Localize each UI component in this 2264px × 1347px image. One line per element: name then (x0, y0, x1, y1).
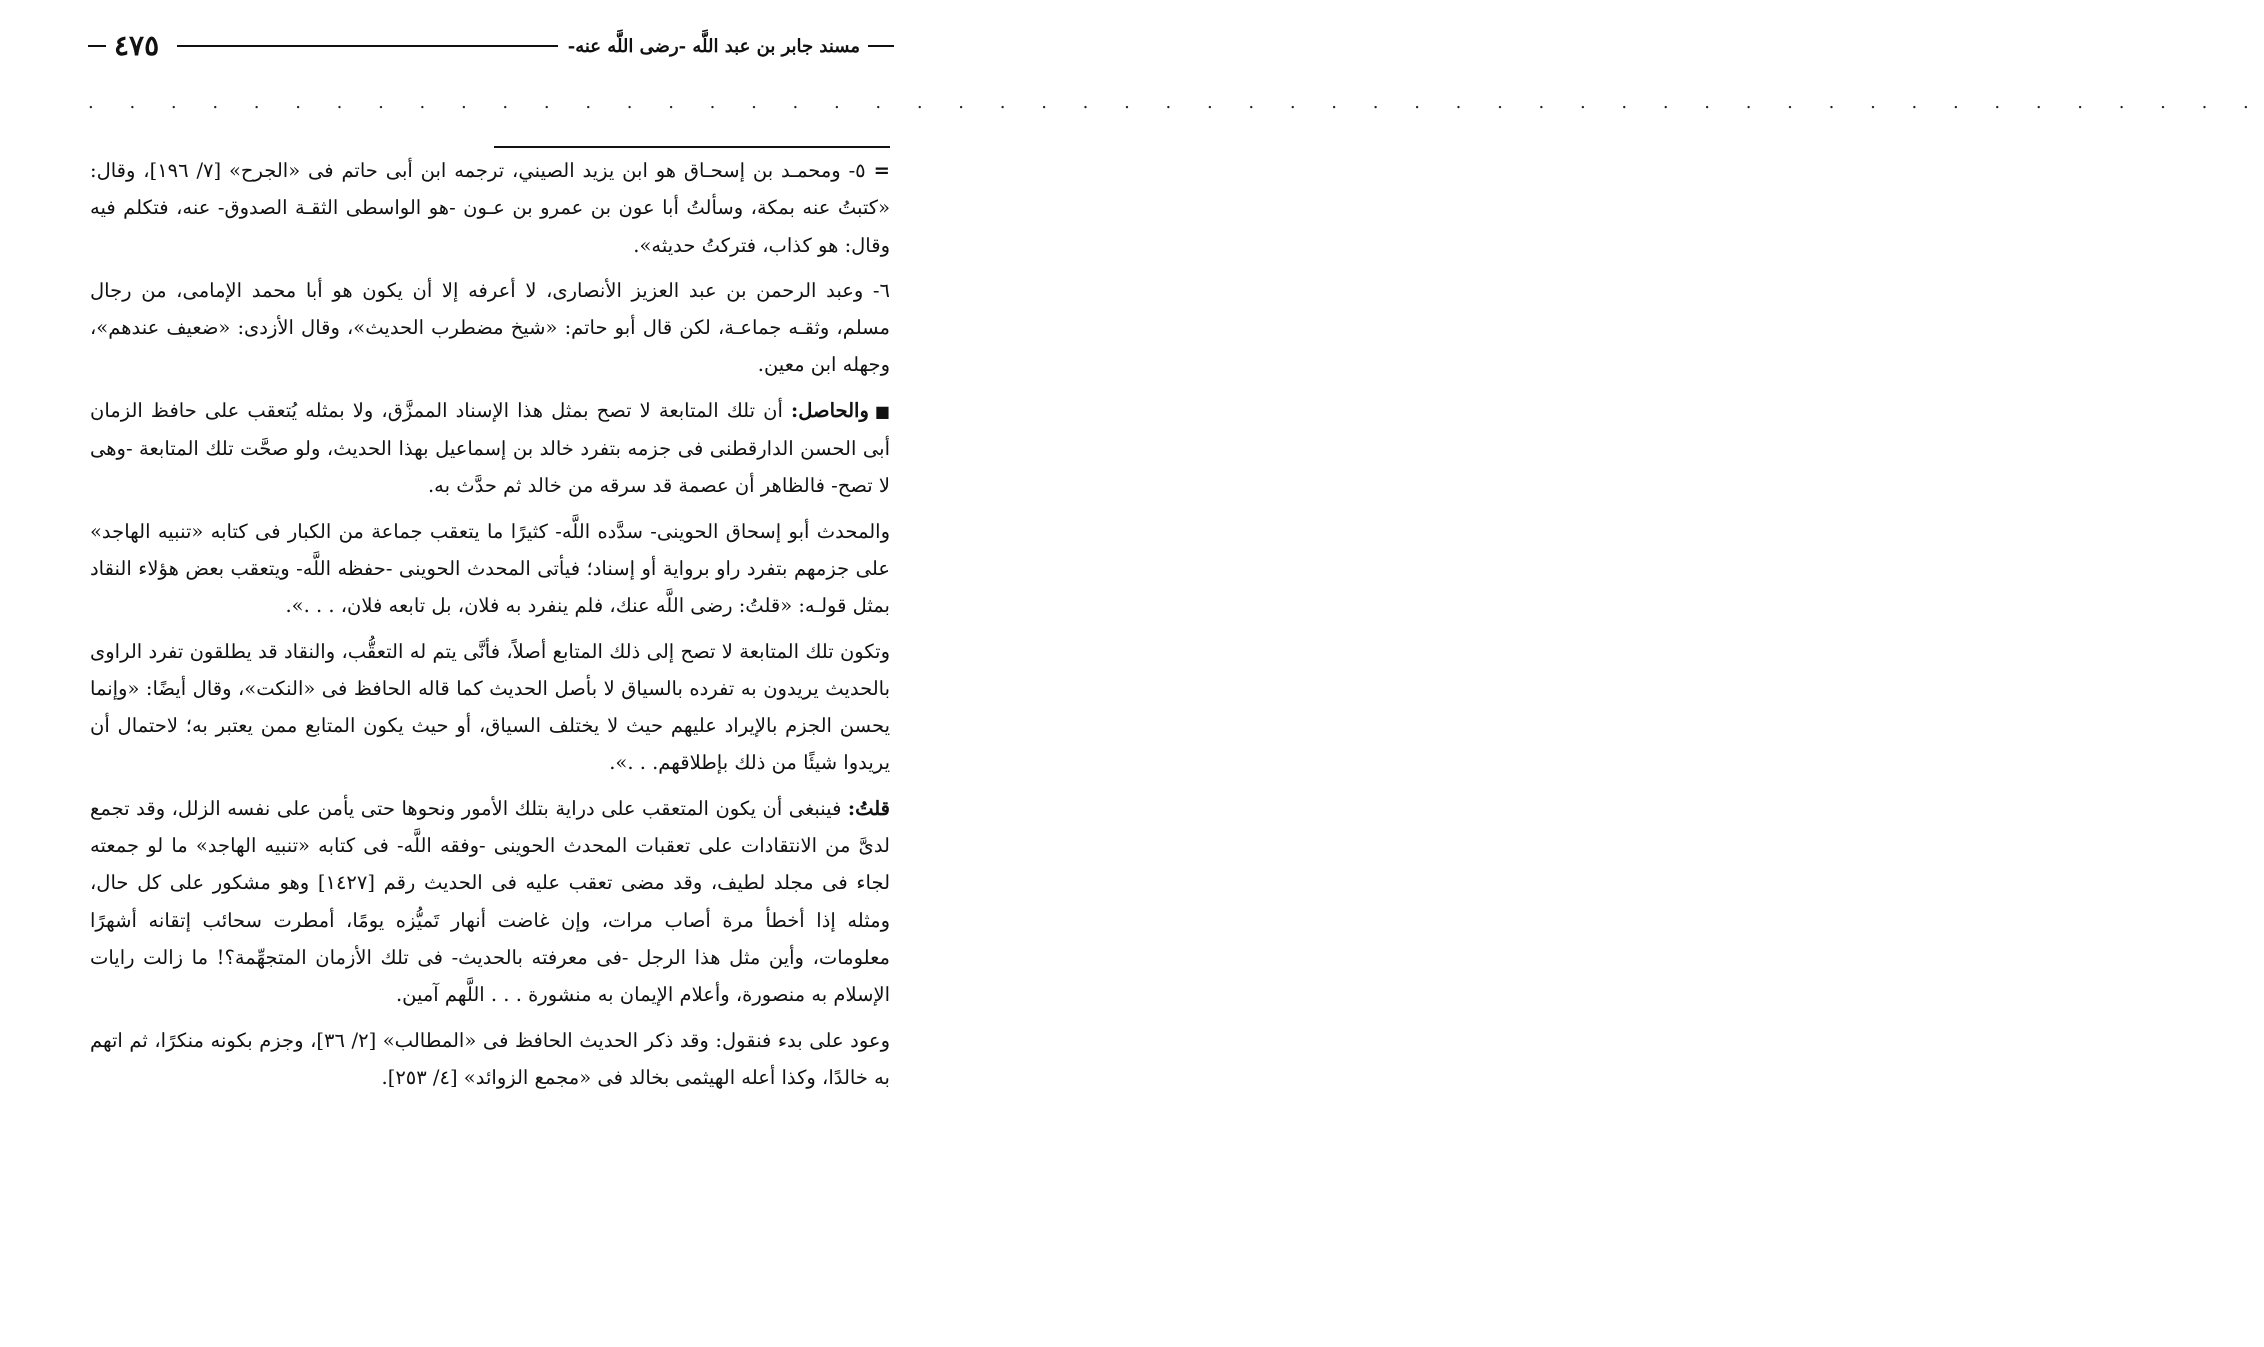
continuation-mark: = (873, 159, 890, 182)
qultu-paragraph (90, 790, 890, 1014)
footnote-rule (494, 146, 890, 148)
summary-label: والحاصل: (791, 398, 869, 422)
closing-paragraph: وعود على بدء فنقول: وقد ذكر الحديث الحافظ فى «المطالب» [٢/ ٣٦]، وجزم بكونه منكرًا، ثم اتهم به خالدًا، وكذا أعله الهيثمى بخالد فى «مجمع الزوائد» [٤/ ٢٥٣]. (90, 1028, 890, 1089)
footnote-6: ٦- وعبد الرحمن بن عبد العزيز الأنصارى، لا أعرفه إلا أن يكون هو أبا محمد الإمامى، من رجال مسلم، وثقـه جماعـة، لكن قال أبو حاتم: «شيخ مضطرب الحديث»، وقال الأزدى: «ضعيف عندهم»، وجهله ابن معين. (90, 278, 890, 377)
page-number: ٤٧٥ (114, 29, 160, 62)
dotted-separator: . . . . . . . . . . . . . . . . . . . . . . . . . . . . . . . . . . . . . . . . . . . . . . . . . . . . . (88, 92, 2264, 113)
header-dash-left (88, 45, 106, 47)
header-dash-right (868, 45, 894, 47)
mutabaa-paragraph: وتكون تلك المتابعة لا تصح إلى ذلك المتابع أصلاً، فأنَّى يتم له التعقُّب، والنقاد قد يطلقون تفرد الراوى بالحديث يريدون به تفرده بالسياق لا بأصل الحديث كما قاله الحافظ فى «النكت»، وقال أيضًا: «وإنما يحسن الجزم بالإيراد عليهم حيث لا يختلف السياق، أو حيث يكون المتابع ممن يعتبر به؛ لاحتمال أن يريدوا شيئًا من ذلك بإطلاقهم. . .». (90, 639, 890, 775)
footnote-text (90, 152, 890, 1104)
square-bullet-icon: ■ (874, 401, 891, 421)
running-head: مسند جابر بن عبد اللَّه -رضى اللَّه عنه- (567, 35, 860, 57)
page-header (88, 26, 894, 66)
summary-text: أن تلك المتابعة لا تصح بمثل هذا الإسناد الممزَّق، ولا بمثله يُتعقب على حافظ الزمان أبى الحسن الدارقطنى فى جزمه بتفرد خالد بن إسماعيل بهذا الحديث، ولو صحَّت تلك المتابعة -وهى لا تصح- فالظاهر أن عصمة قد سرقه من خالد ثم حدَّث به. (90, 398, 890, 498)
footnote-5 (90, 152, 890, 264)
header-rule (177, 45, 558, 47)
summary-paragraph (90, 392, 890, 505)
qultu-text: فينبغى أن يكون المتعقب على دراية بتلك الأمور ونحوها حتى يأمن على نفسه الزلل، وقد تجمع لدىَّ من الانتقادات على تعقبات المحدث الحوينى -وفقه اللَّه- فى كتابه «تنبيه الهاجد» ما لو جمعته لجاء فى مجلد لطيف، وقد مضى تعقب عليه فى الحديث رقم [١٤٢٧] وهو مشكور على كل حال، ومثله إذا أخطأ مرة أصاب مرات، وإن غاضت أنهار تَميُّزه يومًا، أمطرت سحائب إتقانه أشهرًا معلومات، وأين مثل هذا الرجل -فى معرفته بالحديث- فى تلك الأزمان المتجهِّمة؟! ما زالت رايات الإسلام به منصورة، وأعلام الإيمان به منشورة . . . اللَّهم آمين. (90, 796, 891, 1007)
footnote-5-text: ٥- ومحمـد بن إسحـاق هو ابن يزيد الصيني، ترجمه ابن أبى حاتم فى «الجرح» [٧/ ١٩٦]، وقال: «كتبتُ عنه بمكة، وسألتُ أبا عون بن عمرو بن عـون -هو الواسطى الثقـة الصدوق- عنه، فتكلم فيه وقال: هو كذاب، فتركتُ حديثه». (90, 159, 890, 257)
qultu-label: قلتُ: (847, 796, 890, 820)
huwaini-paragraph: والمحدث أبو إسحاق الحوينى- سدَّده اللَّه- كثيرًا ما يتعقب جماعة من الكبار فى كتابه «تنبيه الهاجد» على جزمهم بتفرد راو برواية أو إسناد؛ فيأتى المحدث الحوينى -حفظه اللَّه- ويتعقب بعض هؤلاء النقاد بمثل قولـه: «قلتُ: رضى اللَّه عنك، فلم ينفرد به فلان، بل تابعه فلان، . . .». (90, 519, 890, 618)
